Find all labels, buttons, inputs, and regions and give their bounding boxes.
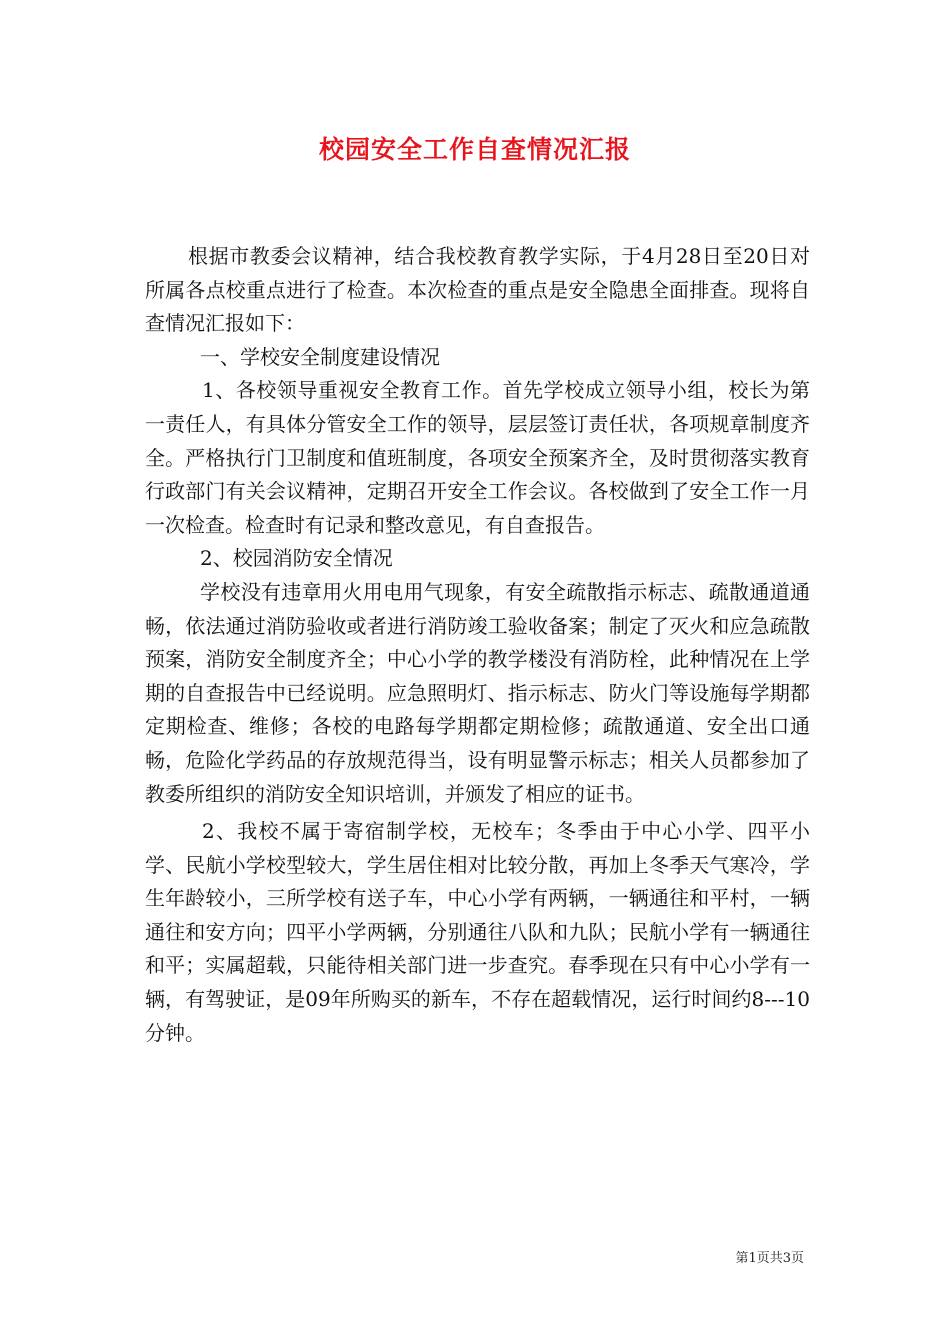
document-title: 校园安全工作自查情况汇报 [318, 135, 631, 164]
paragraph-item-2: 2、我校不属于寄宿制学校，无校车；冬季由于中心小学、四平小学、民航小学校型较大，学生居住相对比较分散，再加上冬季天气寒冷，学生年龄较小，三所学校有送子车，中心小学有两辆，一辆通往和平村，一辆通往和安方向；四平小学两辆，分别通往八队和九队；民航小学有一辆通往和平；实属超载，只能待相关部门进一步查究。春季现在只有中心小学有一辆，有驾驶证，是09年所购买的新车，不存在超载情况，运行时间约8---10分钟。 [145, 819, 810, 1045]
section-heading-1: 一、学校安全制度建设情况 [200, 344, 440, 369]
document-body [145, 240, 810, 1050]
paragraph-fire-safety: 学校没有违章用火用电用气现象，有安全疏散指示标志、疏散通道通畅，依法通过消防验收或者进行消防竣工验收备案；制定了灭火和应急疏散预案，消防安全制度齐全；中心小学的教学楼没有消防栓，此种情况在上学期的自查报告中已经说明。应急照明灯、指示标志、防火门等设施每学期都定期检查、维修；各校的电路每学期都定期检修；疏散通道、安全出口通畅，危险化学药品的存放规范得当，设有明显警示标志；相关人员都参加了教委所组织的消防安全知识培训，并颁发了相应的证书。 [145, 579, 810, 806]
paragraph-intro: 根据市教委会议精神，结合我校教育教学实际，于4月28日至20日对所属各点校重点进行了检查。本次检查的重点是安全隐患全面排查。现将自查情况汇报如下： [145, 244, 810, 336]
paragraph-item-1: 1、各校领导重视安全教育工作。首先学校成立领导小组，校长为第一责任人，有具体分管安全工作的领导，层层签订责任状，各项规章制度齐全。严格执行门卫制度和值班制度，各项安全预案齐全，及时贯彻落实教育行政部门有关会议精神，定期召开安全工作会议。各校做到了安全工作一月一次检查。检查时有记录和整改意见，有自查报告。 [145, 378, 810, 537]
page-number: 第1页共3页 [735, 1251, 804, 1266]
section-heading-2: 2、校园消防安全情况 [200, 546, 393, 571]
